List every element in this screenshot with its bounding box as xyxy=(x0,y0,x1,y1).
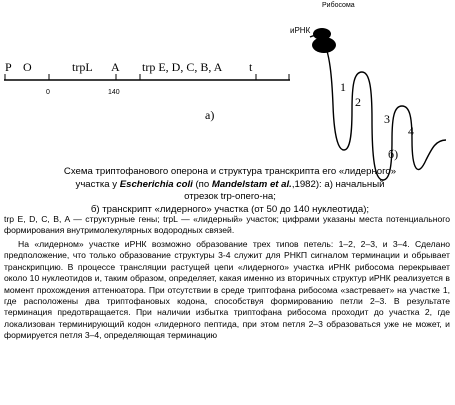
loop-label-3: 3 xyxy=(384,112,390,126)
body-paragraph: На «лидерном» участке иРНК возможно образование трех типов петель: 1–2, 2–3, и 3–4. Сделано предположение, что только образование структуры 3-4 служит для РНКП сигналом терминации и обрывает транскрипцию. В процессе трансляции растущей цепи «лидерного» участка иРНК рибосома перекрывает около 10 нуклеотидов и, таким образом, определяет, какая именно из вторичных структур иРНК реализуется в момент прохождения аттенюатора. При отсутствии в среде триптофана рибосома «застревает» на участке 1, где расположены два триптофановых кодона, способствуя формированию петли 2–3. В результате терминация предотвращается. При наличии избытка триптофана рибосома проходит до участка 2, где локализован терминирующий кодон «лидерного пептида, при этом петля 2–3 образоваться уже не может, и формируется петля 3–4, определяющая терминацию xyxy=(4,239,450,341)
panel-label-b: б) xyxy=(388,147,399,161)
caption-author: Mandelstam et al. xyxy=(211,178,292,190)
caption-line-2-pre: участка у xyxy=(75,178,120,190)
caption-line-2 xyxy=(60,179,400,204)
ribosome-large-subunit xyxy=(312,37,336,53)
caption-organism: Escherichia coli xyxy=(119,178,193,190)
label-A: A xyxy=(111,60,120,74)
loop-label-4: 4 xyxy=(408,124,414,138)
mrna-strand xyxy=(310,36,446,180)
tick-label-140: 140 xyxy=(108,89,120,96)
caption-line-2-post: ,1982): а) начальный отрезок trp-опero-на; xyxy=(184,178,385,203)
caption-line-2-mid: (по xyxy=(192,178,212,190)
loop-label-2: 2 xyxy=(355,95,361,109)
label-t: t xyxy=(249,60,253,74)
label-P: P xyxy=(5,60,12,74)
figure-caption xyxy=(60,166,400,216)
ribosome-label: Рибосома xyxy=(322,2,355,9)
panel-label-a: а) xyxy=(205,108,215,122)
mrna-label: иРНК xyxy=(290,26,311,35)
label-genes: trp E, D, C, B, A xyxy=(142,60,223,74)
label-O: O xyxy=(23,60,32,74)
tick-label-0: 0 xyxy=(46,89,50,96)
legend-note: trp E, D, C, B, A — структурные гены; trpL — «лидерный» участок; цифрами указаны места потенциального формирования внутримолекулярных водородных связей. xyxy=(4,214,450,236)
label-trpL: trpL xyxy=(72,60,93,74)
caption-line-1: Схема триптофанового оперона и структура транскрипта его «лидерного» xyxy=(63,166,397,177)
caption-line-3: б) транскрипт «лидерного» участка (от 50 до 140 нуклеотида); xyxy=(90,203,370,215)
loop-label-1: 1 xyxy=(340,80,346,94)
